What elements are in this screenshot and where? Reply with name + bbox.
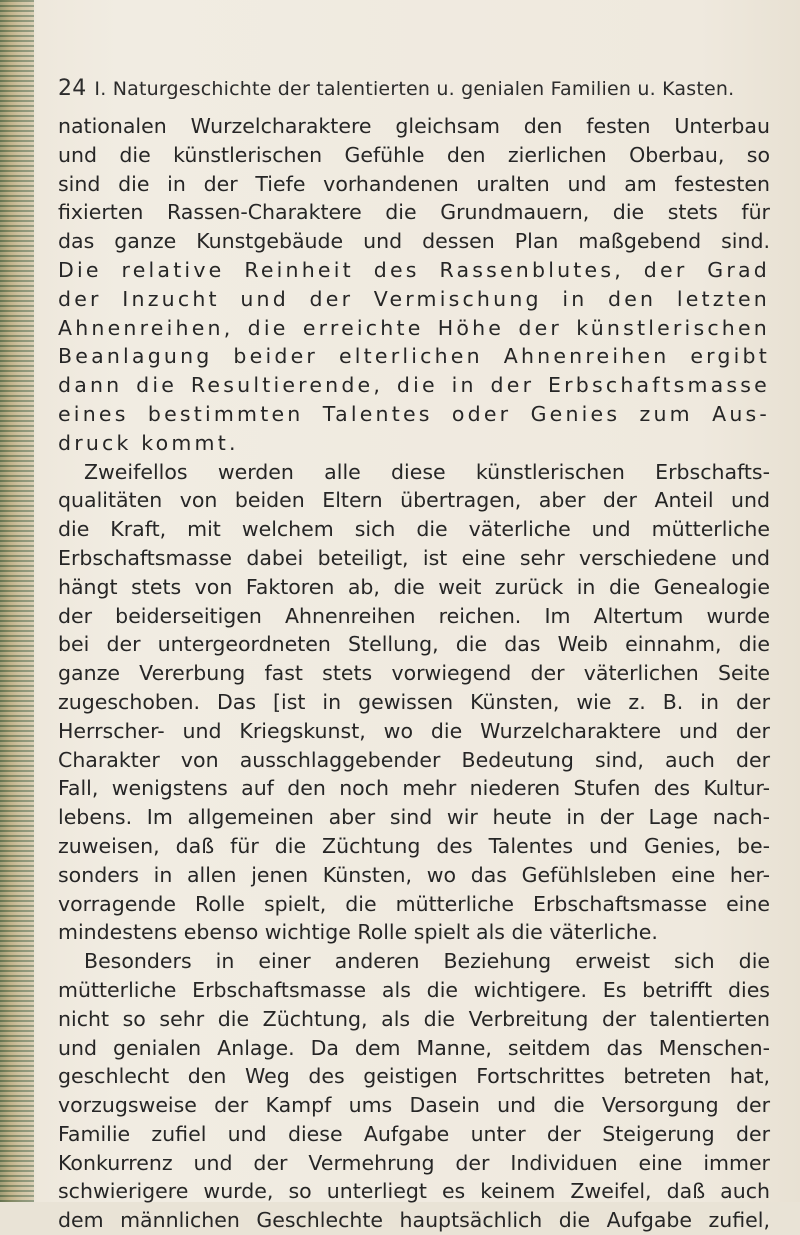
text-line: Konkurrenz und der Vermehrung der Individuen eine immer — [58, 1150, 770, 1175]
text-line: Erbschaftsmasse dabei beteiligt, ist eine sehr verschiedene und — [58, 545, 770, 570]
running-title: I. Naturgeschichte der talentierten u. genialen Familien u. Kasten. — [94, 78, 735, 100]
text-line: bei der untergeordneten Stellung, die das Weib einnahm, die — [58, 632, 770, 657]
text-line: nationalen Wurzelcharaktere gleichsam den festen Unterbau — [58, 114, 770, 138]
text-line: Zweifellos werden alle diese künstlerischen Erbschafts- — [84, 459, 770, 484]
body-text — [58, 112, 770, 1235]
text-line: dem männlichen Geschlechte hauptsächlich die Aufgabe zufiel, — [58, 1208, 770, 1233]
text-line: Familie zufiel und diese Aufgabe unter der Steigerung der — [58, 1121, 770, 1146]
text-line: schwierigere wurde, so unterliegt es keinem Zweifel, daß auch — [58, 1179, 770, 1204]
text-line: Fall, wenigstens auf den noch mehr niederen Stufen des Kultur- — [58, 776, 770, 801]
text-line: qualitäten von beiden Eltern übertragen, aber der Anteil und — [58, 488, 770, 513]
text-line: dann die Resultierende, die in der Erbschaftsmasse — [58, 373, 770, 398]
text-line: Ahnenreihen, die erreichte Höhe der künstlerischen — [58, 315, 770, 340]
text-line: zugeschoben. Das [ist in gewissen Künsten, wie z. B. in der — [58, 689, 770, 714]
text-line: nicht so sehr die Züchtung, als die Verbreitung der talentierten — [58, 1006, 770, 1031]
text-line: vorragende Rolle spielt, die mütterliche Erbschaftsmasse eine — [58, 891, 770, 916]
text-line: mütterliche Erbschaftsmasse als die wichtigere. Es betrifft dies — [58, 977, 770, 1002]
text-line: sonders in allen jenen Künsten, wo das Gefühlsleben eine her- — [58, 862, 770, 887]
text-line: und genialen Anlage. Da dem Manne, seitdem das Menschen- — [58, 1035, 770, 1060]
text-line: die Kraft, mit welchem sich die väterliche und mütterliche — [58, 517, 770, 542]
text-line: Beanlagung beider elterlichen Ahnenreihen ergibt — [58, 344, 770, 369]
text-line: mindestens ebenso wichtige Rolle spielt als die väterliche. — [58, 920, 658, 945]
text-line: druck kommt. — [58, 430, 239, 455]
text-line: Herrscher- und Kriegskunst, wo die Wurzelcharaktere und der — [58, 718, 770, 743]
book-binding-edge — [0, 0, 34, 1202]
text-line: das ganze Kunstgebäude und dessen Plan maßgebend sind. — [58, 229, 770, 254]
text-line: der Inzucht und der Vermischung in den letzten — [58, 286, 770, 311]
text-line: der beiderseitigen Ahnenreihen reichen. Im Altertum wurde — [58, 603, 770, 628]
text-line: und die künstlerischen Gefühle den zierlichen Oberbau, so — [58, 142, 770, 167]
text-line: ganze Vererbung fast stets vorwiegend der väterlichen Seite — [58, 661, 770, 686]
text-line: Besonders in einer anderen Beziehung erweist sich die — [84, 949, 770, 974]
text-line: Die relative Reinheit des Rassenblutes, der Grad — [58, 257, 770, 282]
text-line: hängt stets von Faktoren ab, die weit zurück in die Genealogie — [58, 574, 770, 599]
running-header — [58, 76, 758, 101]
text-line: geschlecht den Weg des geistigen Fortschrittes betreten hat, — [58, 1064, 770, 1089]
text-line: vorzugsweise der Kampf ums Dasein und die Versorgung der — [58, 1093, 770, 1118]
page-number: 24 — [58, 76, 87, 101]
text-line: Charakter von ausschlaggebender Bedeutung sind, auch der — [58, 747, 770, 772]
text-line: zuweisen, daß für die Züchtung des Talentes und Genies, be- — [58, 833, 770, 858]
text-line: eines bestimmten Talentes oder Genies zum Aus- — [58, 401, 770, 426]
text-line: sind die in der Tiefe vorhandenen uralten und am festesten — [58, 171, 770, 196]
text-line: lebens. Im allgemeinen aber sind wir heute in der Lage nach- — [58, 805, 770, 830]
text-line: fixierten Rassen-Charaktere die Grundmauern, die stets für — [58, 200, 770, 225]
